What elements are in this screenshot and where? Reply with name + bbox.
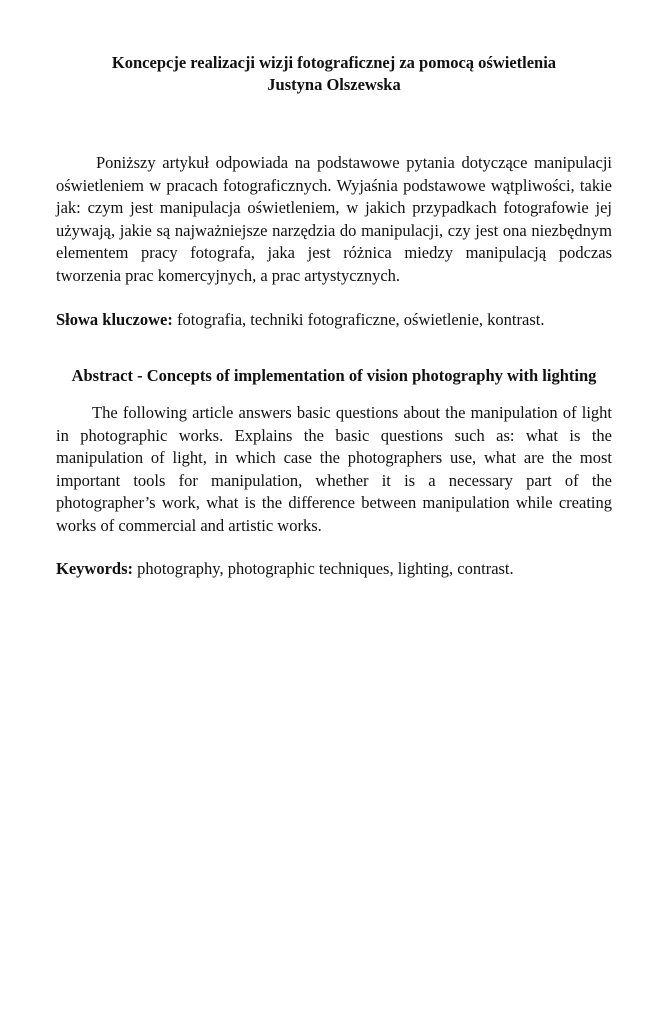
paper-header [56,52,612,96]
paper-title: Koncepcje realizacji wizji fotograficznej za pomocą oświetlenia [111,53,557,72]
polish-keywords [56,309,612,332]
polish-keywords-label: Słowa kluczowe: [56,310,173,329]
english-abstract: The following article answers basic questions about the manipulation of light in photographic works. Explains the basic questions such as: what is the manipulation of light, in which case the photographers use, what are the most important tools for manipulation, whether it is a necessary part of the photographer’s work, what is the difference between manipulation while creating works of commercial and artistic works. [56,403,612,535]
english-keywords-label: Keywords: [56,559,133,578]
polish-abstract: Poniższy artykuł odpowiada na podstawowe pytania dotyczące manipulacji oświetleniem w pracach fotograficznych. Wyjaśnia podstawowe wątpliwości, takie jak: czym jest manipulacja oświetleniem, w jakich przypadkach fotografowie jej używają, jakie są najważniejsze narzędzia do manipulacji, czy jest ona niezbędnym elementem pracy fotografa, jaka jest różnica miedzy manipulacją podczas tworzenia prac komercyjnych, a prac artystycznych. [56,153,612,285]
english-abstract-heading: Abstract - Concepts of implementation of vision photography with lighting [71,366,597,385]
english-keywords [56,558,612,581]
polish-keywords-text: fotografia, techniki fotograficzne, oświetlenie, kontrast. [177,310,545,329]
english-keywords-text: photography, photographic techniques, lighting, contrast. [137,559,514,578]
paper-author: Justyna Olszewska [267,75,401,94]
